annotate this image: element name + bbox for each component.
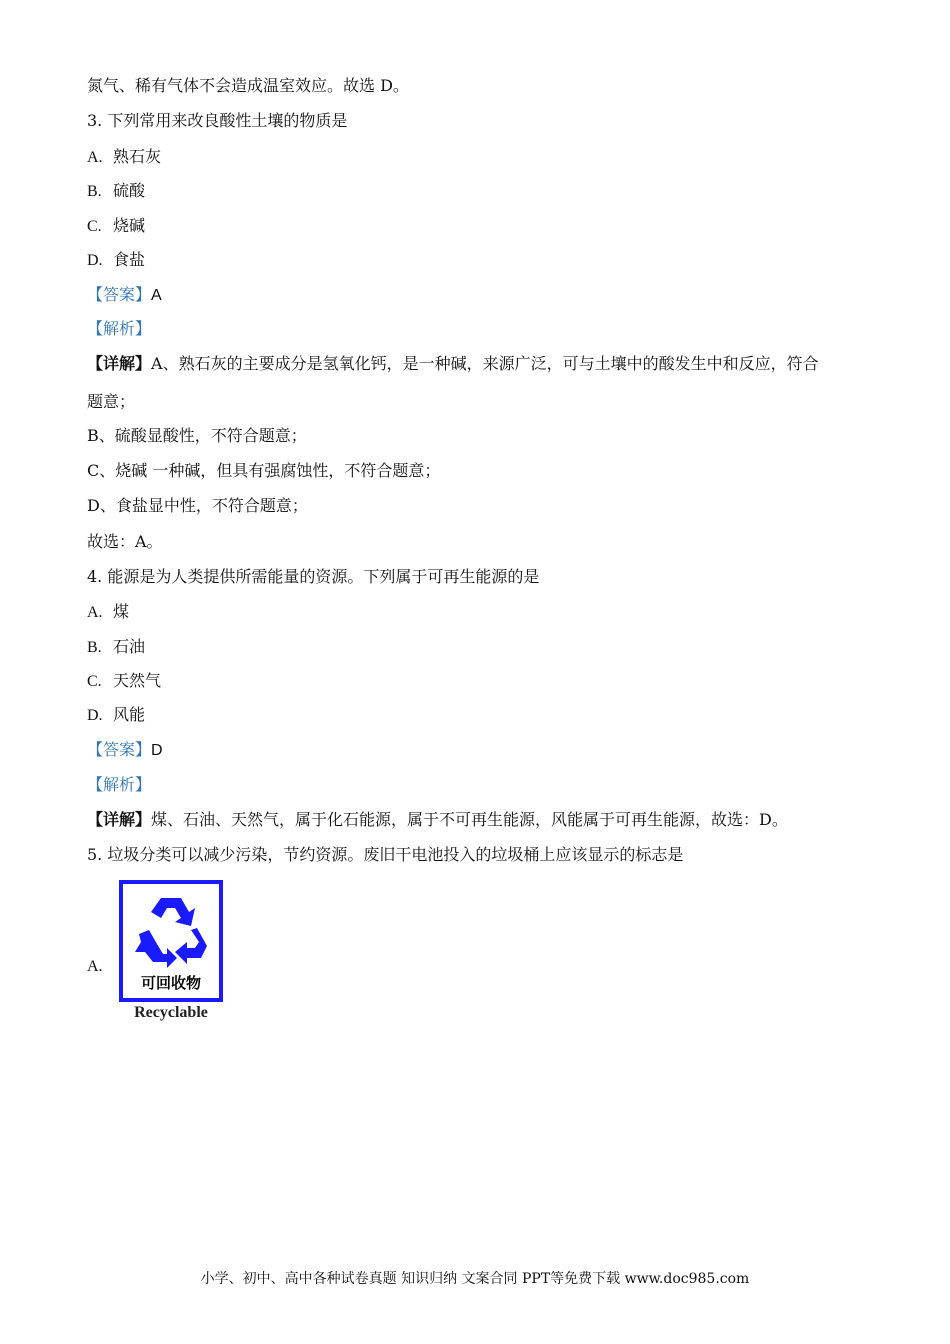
q4-detail [87,809,788,831]
option-letter: A. [87,149,103,166]
q3-option-a [87,146,161,169]
question-4-stem: 4. 能源是为人类提供所需能量的资源。下列属于可再生能源的是 [87,567,540,586]
option-letter: D. [87,707,103,724]
answer-tag: 【答案】 [87,285,152,304]
answer-value: A [151,287,162,304]
option-text: 熟石灰 [113,147,162,166]
option-letter: C. [87,218,102,235]
analysis-tag: 【解析】 [87,319,152,338]
option-text: 风能 [113,705,146,724]
option-text: 食盐 [113,250,146,269]
q5-option-a-letter [87,955,113,978]
q3-detail-line-5: D、食盐显中性，不符合题意； [87,496,308,515]
q3-detail-line-2: 题意； [87,392,136,411]
q3-analysis-tag [87,318,151,340]
recyclable-sign [119,880,223,1002]
detail-text: A、熟石灰的主要成分是氢氧化钙，是一种碱，来源广泛，可与土壤中的酸发生中和反应，符合 [151,354,819,373]
logo-caption: Recyclable [134,1004,208,1021]
q3-detail-line-4: C、烧碱 一种碱，但具有强腐蚀性，不符合题意； [87,461,441,480]
option-text: 煤 [113,602,130,621]
question-3-stem: 3. 下列常用来改良酸性土壤的物质是 [87,111,348,130]
q4-option-d [87,704,145,727]
option-text: 石油 [113,637,146,656]
q3-option-b [87,180,145,203]
q4-option-b [87,636,145,659]
q3-option-d [87,249,145,272]
q3-answer [87,284,162,307]
text-line: 氮气、稀有气体不会造成温室效应。故选 D。 [87,76,409,95]
option-letter: A. [87,604,103,621]
logo-label: 可回收物 [140,974,201,992]
answer-value: D [151,742,163,759]
q4-analysis-tag [87,774,151,796]
q3-conclusion: 故选：A。 [87,532,163,551]
answer-tag: 【答案】 [87,740,152,759]
q3-option-c [87,215,145,238]
option-text: 硫酸 [113,181,146,200]
detail-text: 煤、石油、天然气，属于化石能源，属于不可再生能源，风能属于可再生能源，故选：D。 [151,810,788,829]
q3-detail-line-1 [87,353,819,375]
option-letter: B. [87,183,102,200]
question-5-stem: 5. 垃圾分类可以减少污染，节约资源。废旧干电池投入的垃圾桶上应该显示的标志是 [87,845,684,864]
q3-detail-line-3: B、硫酸显酸性，不符合题意； [87,426,307,445]
option-letter: A. [87,958,103,975]
option-letter: C. [87,673,102,690]
page-footer: 小学、初中、高中各种试卷真题 知识归纳 文案合同 PPT等免费下载 www.doc985.com [200,1271,750,1287]
q4-option-a [87,601,129,624]
recycle-icon [131,892,211,968]
option-text: 天然气 [113,671,162,690]
detail-tag: 【详解】 [87,354,152,373]
recyclable-logo [119,880,223,1022]
option-letter: B. [87,639,102,656]
option-text: 烧碱 [113,216,146,235]
q4-option-c [87,670,161,693]
analysis-tag: 【解析】 [87,775,152,794]
detail-tag: 【详解】 [87,810,152,829]
q4-answer [87,739,163,762]
option-letter: D. [87,252,103,269]
